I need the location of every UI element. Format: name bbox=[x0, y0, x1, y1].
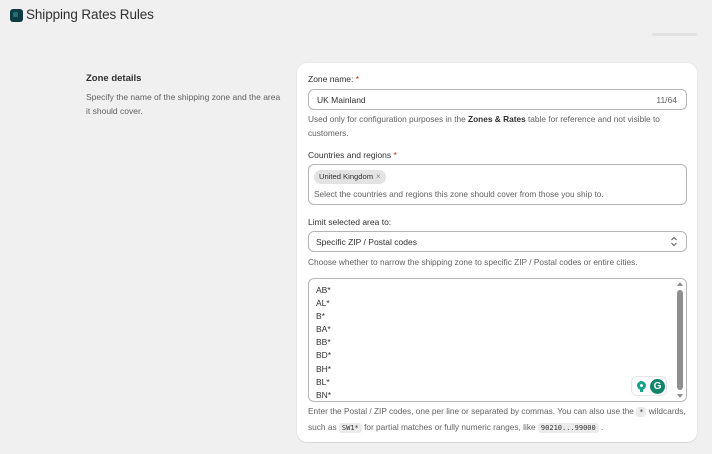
postal-codes-list bbox=[316, 284, 331, 402]
help-text: Enter the Postal / ZIP codes, one per line or separated by commas. You can also use the bbox=[308, 406, 637, 416]
zone-name-label-text: Zone name: bbox=[308, 74, 354, 84]
grammarly-icon[interactable]: G bbox=[650, 379, 665, 394]
postal-code-line: AB* bbox=[316, 285, 331, 295]
limit-area-help: Choose whether to narrow the shipping zone to specific ZIP / Postal codes or entire cities. bbox=[308, 257, 638, 267]
app-title: Shipping Rates Rules bbox=[26, 7, 154, 22]
scroll-thumb[interactable] bbox=[677, 290, 683, 390]
limit-area-label: Limit selected area to: bbox=[308, 217, 392, 227]
code-example: SW1* bbox=[339, 423, 362, 433]
postal-code-line: AL* bbox=[316, 298, 330, 309]
top-bar bbox=[0, 0, 712, 34]
lightbulb-icon[interactable] bbox=[637, 381, 646, 390]
postal-code-line: B* bbox=[316, 311, 325, 322]
required-mark: * bbox=[355, 74, 360, 84]
section-title: Zone details bbox=[86, 73, 142, 84]
help-text: . bbox=[598, 422, 604, 432]
zone-name-input[interactable] bbox=[308, 89, 687, 110]
postal-code-line: BA* bbox=[316, 324, 331, 335]
zone-name-value: UK Mainland bbox=[317, 95, 366, 105]
help-text: wildcards, such as bbox=[308, 406, 686, 432]
zone-details-card bbox=[297, 63, 697, 442]
countries-combobox[interactable] bbox=[308, 164, 687, 205]
help-text: table for reference and not visible to customers. bbox=[308, 114, 660, 138]
country-tag bbox=[314, 170, 386, 184]
help-text: for partial matches or fully numeric ranges, like bbox=[361, 422, 538, 432]
code-wildcard: * bbox=[636, 407, 646, 417]
postal-code-line: BN* bbox=[316, 389, 332, 400]
top-scroll-indicator bbox=[652, 33, 697, 36]
postal-code-line: BL* bbox=[316, 376, 330, 387]
grammarly-widget[interactable] bbox=[631, 376, 667, 396]
country-tag-label: United Kingdom bbox=[319, 172, 374, 181]
countries-placeholder: Select the countries and regions this zone should cover from those you ship to. bbox=[314, 189, 604, 199]
zone-name-label bbox=[308, 74, 359, 84]
postal-codes-help bbox=[308, 404, 688, 436]
postal-code-line: BH* bbox=[316, 363, 332, 374]
postal-code-line: BB* bbox=[316, 337, 331, 348]
help-text: Used only for configuration purposes in the bbox=[308, 114, 469, 124]
scroll-down-arrow-icon[interactable] bbox=[677, 394, 683, 398]
help-bold-text: Zones & Rates bbox=[468, 114, 526, 124]
limit-area-selected-value: Specific ZIP / Postal codes bbox=[316, 237, 417, 247]
scroll-up-arrow-icon[interactable] bbox=[677, 282, 683, 286]
section-description: Specify the name of the shipping zone and the area it should cover. bbox=[86, 92, 281, 116]
limit-area-select[interactable] bbox=[308, 231, 687, 252]
chevron-up-down-icon bbox=[670, 235, 678, 248]
zone-name-help bbox=[308, 112, 688, 140]
textarea-scrollbar[interactable] bbox=[675, 280, 685, 400]
countries-label-text: Countries and regions bbox=[308, 150, 392, 160]
countries-label bbox=[308, 150, 397, 160]
code-range: 90210...99000 bbox=[538, 423, 599, 433]
required-mark: * bbox=[393, 150, 397, 160]
app-logo-icon bbox=[10, 9, 23, 22]
character-counter: 11/64 bbox=[656, 95, 677, 105]
postal-codes-textarea[interactable] bbox=[308, 278, 687, 402]
close-icon[interactable]: × bbox=[376, 172, 381, 181]
section-intro bbox=[86, 73, 286, 118]
postal-code-line: BD* bbox=[316, 350, 332, 361]
